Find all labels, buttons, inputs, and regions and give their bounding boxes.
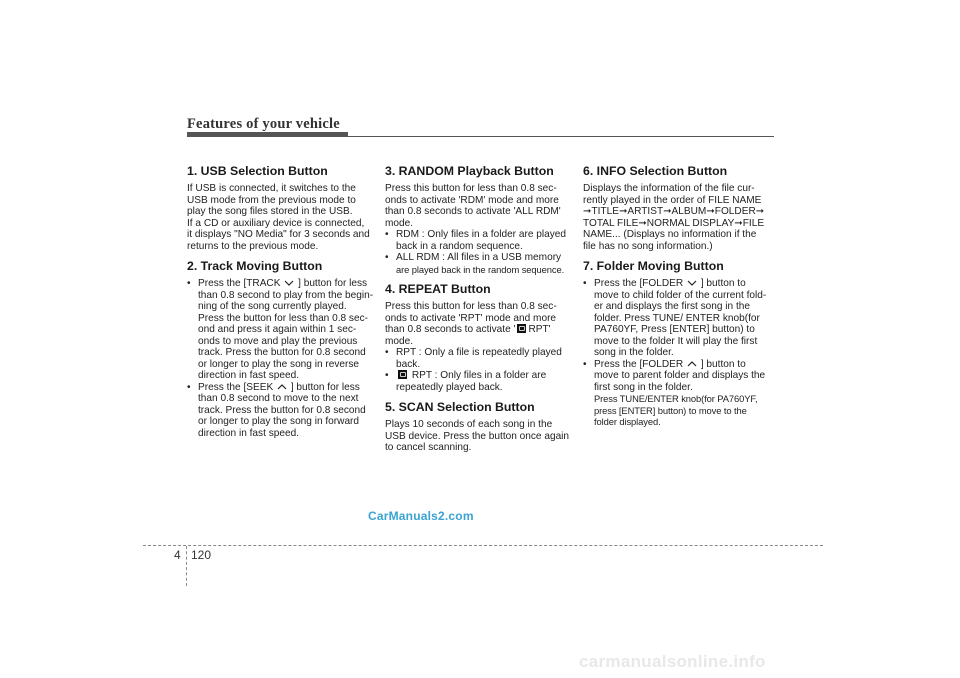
section-usb-title: 1. USB Selection Button <box>187 164 328 178</box>
text-line: If USB is connected, it switches to the <box>187 183 356 194</box>
section-scan-title: 5. SCAN Selection Button <box>385 400 535 414</box>
text-line: folder displayed. <box>594 416 661 427</box>
text-line: or longer to play the song in reverse <box>198 358 360 370</box>
column-middle <box>385 163 577 454</box>
text-line: ning of the song currently played. <box>198 301 347 312</box>
section-info-text <box>583 183 775 252</box>
text-line: • ALL RDM : All files in a USB memory <box>396 252 562 263</box>
text-line: • RPT : Only a file is repeatedly played <box>396 347 562 358</box>
text-line: are played back in the random sequence. <box>396 263 565 275</box>
footer-rule <box>143 545 823 546</box>
text-line: move to child folder of the current fold- <box>594 289 767 301</box>
text-line: Press this button for less than 0.8 sec- <box>385 301 557 312</box>
text-line: Plays 10 seconds of each song in the <box>385 419 553 430</box>
text-line <box>385 324 577 336</box>
header-rule-thin <box>187 136 774 137</box>
text-line: to cancel scanning. <box>385 442 472 453</box>
text-line: repeatedly played back. <box>396 381 503 393</box>
text-fragment: ] button to <box>700 358 746 370</box>
text-fragment: Press the [SEEK <box>198 381 274 393</box>
text-line <box>594 359 775 371</box>
text-line: • RDM : Only files in a folder are played <box>396 229 566 240</box>
text-fragment: Press the [TRACK <box>198 278 281 289</box>
text-line: returns to the previous mode. <box>187 240 319 252</box>
folder-repeat-icon <box>517 324 526 333</box>
text-line: mode. <box>385 335 414 347</box>
text-fragment: ] button to <box>700 278 746 289</box>
text-fragment: ] button for less <box>290 381 360 393</box>
text-line <box>594 278 775 290</box>
text-line: Press the button for less than 0.8 sec- <box>198 312 369 324</box>
list-item <box>187 278 379 382</box>
text-line: folder. Press TUNE/ ENTER knob(for <box>594 312 760 324</box>
list-item <box>583 278 775 359</box>
column-right <box>583 163 775 428</box>
column-left <box>187 163 379 439</box>
random-bullets <box>385 229 577 275</box>
section-random-text <box>385 183 577 229</box>
text-fragment: than 0.8 seconds to activate ' <box>385 324 516 335</box>
text-line: back. <box>396 358 421 370</box>
chevron-up-icon <box>277 383 287 391</box>
text-line: than 0.8 second to play from the begin- <box>198 289 374 301</box>
chevron-down-icon <box>687 279 697 287</box>
text-line: song in the folder. <box>594 347 674 358</box>
page-header-title: Features of your vehicle <box>187 116 340 132</box>
folder-bullets <box>583 278 775 428</box>
watermark-footer: carmanualsonline.info <box>579 652 766 671</box>
list-item <box>385 229 577 252</box>
text-line: direction in fast speed. <box>198 370 299 381</box>
text-fragment: RPT : Only files in a folder are <box>411 370 547 381</box>
text-line: move to parent folder and displays the <box>594 370 766 381</box>
list-item <box>385 252 577 275</box>
list-item <box>385 347 577 370</box>
repeat-bullets <box>385 347 577 393</box>
text-line: back in a random sequence. <box>396 240 523 252</box>
text-line: Press TUNE/ENTER knob(for PA760YF, <box>594 393 758 404</box>
footer-vertical-rule <box>186 546 187 586</box>
text-line: USB device. Press the button once again <box>385 430 570 442</box>
list-item <box>583 359 775 428</box>
section-repeat-title: 4. REPEAT Button <box>385 282 491 296</box>
text-line: Displays the information of the file cur- <box>583 183 755 194</box>
folder-repeat-icon <box>398 370 407 379</box>
text-line: onds to move and play the previous <box>198 335 358 347</box>
watermark-link[interactable]: CarManuals2.com <box>368 509 474 523</box>
text-line: TOTAL FILE➞NORMAL DISPLAY➞FILE <box>583 217 765 229</box>
text-line: ond and press it again within 1 sec- <box>198 324 357 335</box>
section-random-title: 3. RANDOM Playback Button <box>385 164 554 178</box>
text-line: file has no song information.) <box>583 240 713 252</box>
section-info-title: 6. INFO Selection Button <box>583 164 728 178</box>
section-usb-text <box>187 183 379 252</box>
text-line: Press this button for less than 0.8 sec- <box>385 183 557 194</box>
list-item <box>385 370 577 393</box>
text-line: than 0.8 second to move to the next <box>198 393 359 404</box>
text-line <box>198 382 379 394</box>
text-fragment: Press the [FOLDER <box>594 358 684 370</box>
chevron-up-icon <box>687 360 697 368</box>
text-line: than 0.8 seconds to activate 'ALL RDM' <box>385 206 561 217</box>
page-number: 120 <box>191 548 212 562</box>
text-line: PA760YF, Press [ENTER] button) to <box>594 324 755 335</box>
text-line: first song in the folder. <box>594 381 693 393</box>
text-line: USB mode from the previous mode to <box>187 194 356 206</box>
text-line: it displays "NO Media" for 3 seconds and <box>187 229 370 240</box>
text-fragment: ] button for less <box>298 278 368 289</box>
text-line: mode. <box>385 217 414 229</box>
section-folder-title: 7. Folder Moving Button <box>583 259 724 273</box>
text-line: onds to activate 'RPT' mode and more <box>385 312 557 324</box>
text-line <box>396 370 577 382</box>
text-line: onds to activate 'RDM' mode and more <box>385 194 559 206</box>
track-bullets <box>187 278 379 439</box>
section-scan-text <box>385 419 577 454</box>
text-line: If a CD or auxiliary device is connected, <box>187 217 365 229</box>
section-track-title: 2. Track Moving Button <box>187 259 323 273</box>
text-line: or longer to play the song in forward <box>198 416 360 427</box>
text-line: move to the folder It will play the first <box>594 335 758 347</box>
page-chapter: 4 <box>174 548 181 562</box>
chevron-down-icon <box>284 279 294 287</box>
text-line: rently played in the order of FILE NAME <box>583 194 762 206</box>
text-fragment: Press the [FOLDER <box>594 278 684 289</box>
text-fragment: RPT' <box>528 324 551 335</box>
text-line: NAME... (Displays no information if the <box>583 229 757 240</box>
text-line: er and displays the first song in the <box>594 301 750 312</box>
section-repeat-text <box>385 301 577 347</box>
text-line: track. Press the button for 0.8 second <box>198 404 366 416</box>
list-item <box>187 382 379 440</box>
text-line: ➞TITLE➞ARTIST➞ALBUM➞FOLDER➞ <box>583 206 765 217</box>
text-line: play the song files stored in the USB. <box>187 206 353 217</box>
text-line <box>198 278 379 290</box>
text-line: direction in fast speed. <box>198 427 299 439</box>
text-line: press [ENTER] button) to move to the <box>594 404 747 416</box>
text-line: track. Press the button for 0.8 second <box>198 347 366 358</box>
